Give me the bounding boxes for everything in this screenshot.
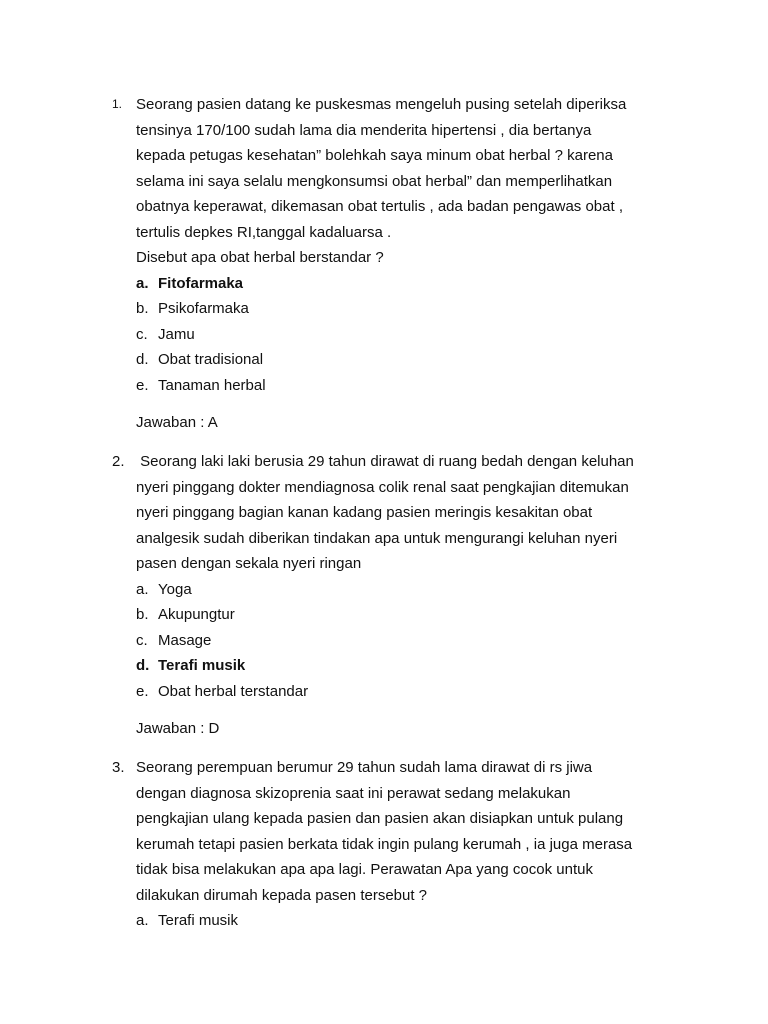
option-b <box>136 296 692 322</box>
option-text: Terafi musik <box>158 912 239 929</box>
question-text-line: kepada petugas kesehatan” bolehkah saya minum obat herbal ? karena <box>136 147 613 164</box>
question-text-line: nyeri pinggang dokter mendiagnosa colik renal saat pengkajian ditemukan <box>136 478 629 496</box>
option-a <box>136 577 692 603</box>
answer-key: Jawaban : D <box>136 720 220 737</box>
option-letter: b. <box>136 300 149 317</box>
option-text: Masage <box>158 631 212 649</box>
option-text: Obat herbal terstandar <box>158 682 309 700</box>
question-text-line: nyeri pinggang bagian kanan kadang pasien meringis kesakitan obat <box>136 504 593 521</box>
option-letter: a. <box>136 274 149 292</box>
question-prompt: Disebut apa obat herbal berstandar ? <box>136 249 384 266</box>
question-1 <box>112 92 692 436</box>
option-text: Obat tradisional <box>158 351 264 368</box>
option-text: Yoga <box>158 580 192 598</box>
option-letter: a. <box>136 912 149 929</box>
option-text: Terafi musik <box>158 657 246 674</box>
question-text-line: kerumah tetapi pasien berkata tidak ingin pulang kerumah , ia juga merasa <box>136 835 633 853</box>
option-e <box>136 679 692 705</box>
question-text-line: analgesik sudah diberikan tindakan apa untuk mengurangi keluhan nyeri <box>136 529 618 547</box>
option-letter: c. <box>136 631 148 649</box>
option-a <box>136 908 692 934</box>
question-text-line: Seorang perempuan berumur 29 tahun sudah lama dirawat di rs jiwa <box>136 759 593 776</box>
option-e <box>136 373 692 399</box>
option-text: Fitofarmaka <box>158 274 244 292</box>
option-c <box>136 322 692 348</box>
options-list <box>136 908 692 934</box>
option-text: Tanaman herbal <box>158 376 266 394</box>
question-prompt: dilakukan dirumah kepada pasen tersebut ? <box>136 886 428 904</box>
option-letter: d. <box>136 351 149 368</box>
question-number: 2. <box>112 453 125 470</box>
option-d-correct <box>136 653 692 679</box>
question-text-line: selama ini saya selalu mengkonsumsi obat herbal” dan memperlihatkan <box>136 172 613 190</box>
options-list <box>136 577 692 705</box>
option-letter: d. <box>136 657 150 674</box>
question-number: 3. <box>112 759 125 776</box>
option-letter: e. <box>136 376 149 394</box>
question-text-line: Seorang laki laki berusia 29 tahun dirawat di ruang bedah dengan keluhan <box>136 453 634 470</box>
option-d <box>136 347 692 373</box>
option-text: Jamu <box>158 325 195 343</box>
option-letter: c. <box>136 325 148 343</box>
option-c <box>136 628 692 654</box>
option-letter: e. <box>136 682 149 700</box>
option-letter: b. <box>136 606 149 623</box>
question-text-line: obatnya keperawat, dikemasan obat tertulis , ada badan pengawas obat , <box>136 198 623 215</box>
question-2 <box>112 449 692 742</box>
option-letter: a. <box>136 580 149 598</box>
option-text: Akupungtur <box>158 606 235 623</box>
option-b <box>136 602 692 628</box>
question-3 <box>112 755 692 934</box>
answer-key: Jawaban : A <box>136 414 218 431</box>
question-text-line: tensinya 170/100 sudah lama dia menderita hipertensi , dia bertanya <box>136 121 592 139</box>
question-body <box>136 92 692 436</box>
question-text-line: pengkajian ulang kepada pasien dan pasien akan disiapkan untuk pulang <box>136 810 624 827</box>
question-body <box>136 449 692 742</box>
question-text-line: Seorang pasien datang ke puskesmas mengeluh pusing setelah diperiksa <box>136 96 627 113</box>
question-text-line: dengan diagnosa skizoprenia saat ini perawat sedang melakukan <box>136 784 571 802</box>
question-text-line: pasen dengan sekala nyeri ringan <box>136 555 362 572</box>
question-body <box>136 755 692 934</box>
option-text: Psikofarmaka <box>158 300 249 317</box>
question-text-line: tertulis depkes RI,tanggal kadaluarsa . <box>136 223 392 241</box>
options-list <box>136 271 692 399</box>
question-number: 1. <box>112 97 123 111</box>
question-text-line: tidak bisa melakukan apa apa lagi. Perawatan Apa yang cocok untuk <box>136 861 593 878</box>
option-a-correct <box>136 271 692 297</box>
